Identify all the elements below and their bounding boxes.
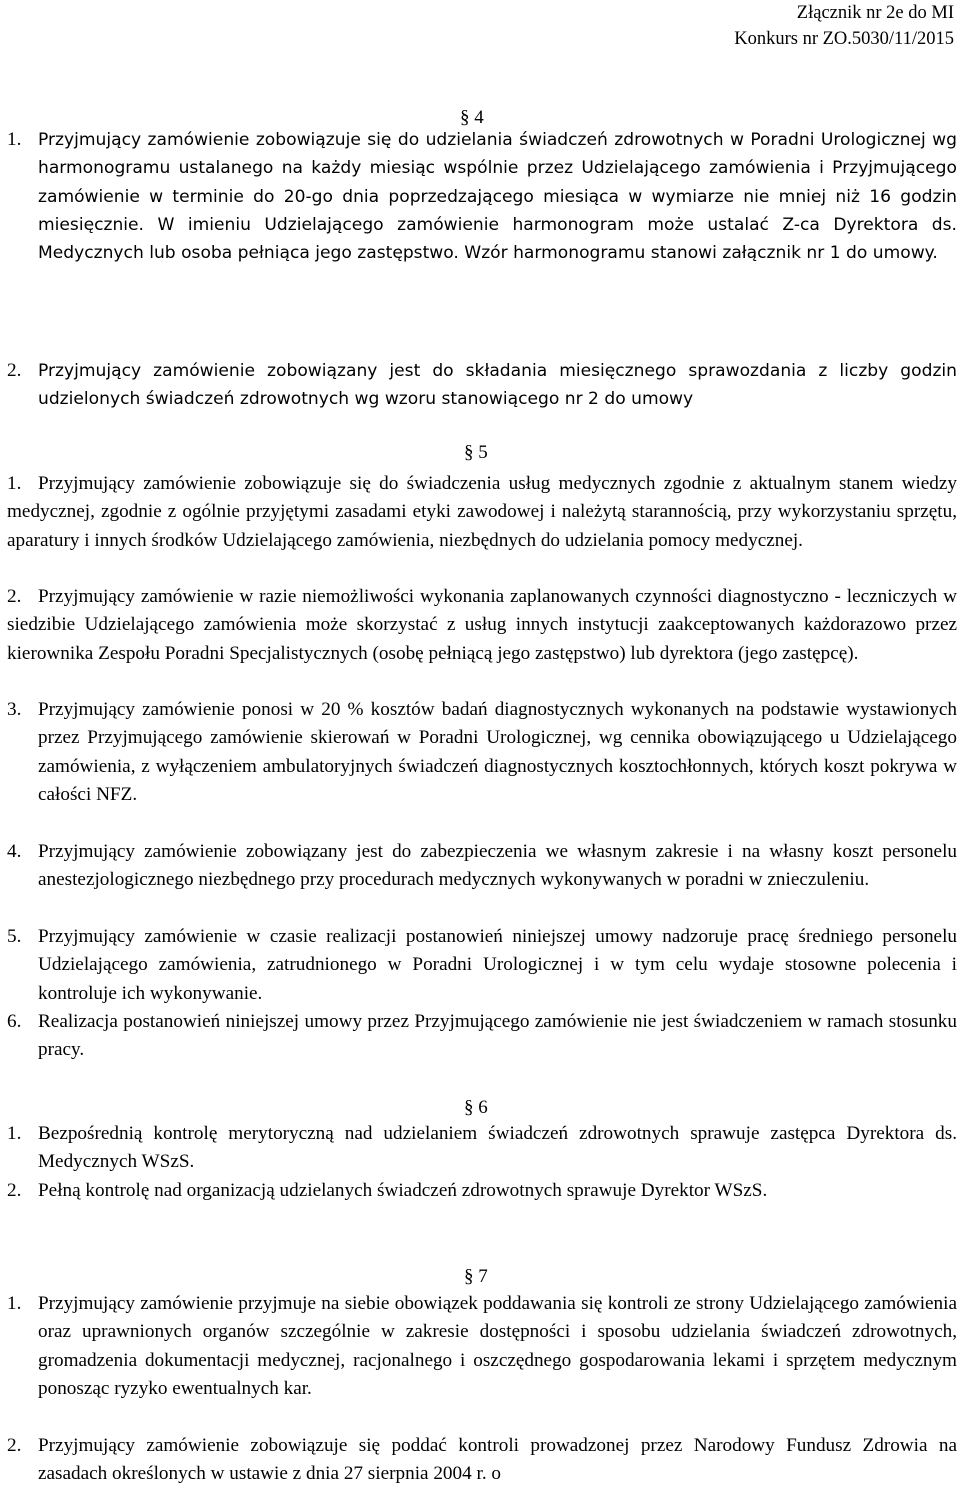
item-number: 1. — [7, 473, 22, 494]
section-heading-6 — [464, 1097, 488, 1119]
item-text: Bezpośrednią kontrolę merytoryczną nad udzielaniem świadczeń zdrowotnych sprawuje zastępca Dyrektora ds. Medycznych WSzS. — [38, 1123, 957, 1173]
section-6-item-1 — [7, 1120, 957, 1177]
section-6-item-2 — [7, 1177, 957, 1205]
section-7-item-1 — [7, 1290, 957, 1403]
item-text: Przyjmujący zamówienie zobowiązuje się poddać kontroli prowadzonej przez Narodowy Fundusz Zdrowia na zasadach określonych w ustawie z dnia 27 sierpnia 2004 r. o — [38, 1435, 957, 1485]
item-number: 6. — [7, 1011, 22, 1032]
item-number: 2. — [7, 1435, 22, 1456]
item-text: Pełną kontrolę nad organizacją udzielanych świadczeń zdrowotnych sprawuje Dyrektor WSzS. — [38, 1180, 768, 1201]
section-heading-5 — [464, 442, 488, 464]
item-text: Przyjmujący zamówienie ponosi w 20 % kosztów badań diagnostycznych wykonanych na podstawie wystawionych przez Przyjmującego zamówienie skierowań w Poradni Urologicznej, wg cennika obowiązującego u Udzielającego zamówienia, z wyłączeniem ambulatoryjnych świadczeń diagnostycznych kosztochłonnych, których koszt pokrywa w całości NFZ. — [38, 699, 957, 805]
section-4-item-1 — [7, 126, 957, 267]
section-5-item-5 — [7, 923, 957, 1008]
item-text: Przyjmujący zamówienie przyjmuje na siebie obowiązek poddawania się kontroli ze strony Udzielającego zamówienia oraz uprawnionych organów szczególnie w zakresie dostępności i sposobu udzielania świadczeń zdrowotnych, gromadzenia dokumentacji medycznej, racjonalnego i oszczędnego gospodarowania lekami i sprzętem medycznym ponosząc ryzyko ewentualnych kar. — [38, 1293, 957, 1399]
section-symbol: § — [464, 442, 474, 463]
section-5-item-6 — [7, 1008, 957, 1065]
section-heading-7 — [464, 1266, 488, 1288]
item-number: 1. — [7, 1123, 22, 1144]
section-number: 4 — [474, 107, 484, 128]
item-number: 4. — [7, 841, 22, 862]
item-number: 1. — [7, 129, 22, 150]
item-number: 2. — [7, 1180, 22, 1201]
section-4-item-2 — [7, 357, 957, 414]
section-number: 6 — [478, 1097, 488, 1118]
section-symbol: § — [464, 1266, 474, 1287]
section-5-item-1 — [7, 470, 957, 555]
item-text: Przyjmujący zamówienie zobowiązany jest do zabezpieczenia we własnym zakresie i na własny koszt personelu anestezjologicznego niezbędnego przy procedurach medycznych wykonywanych w poradni w znieczuleniu. — [38, 841, 957, 891]
section-5-item-3 — [7, 696, 957, 809]
item-text: Przyjmujący zamówienie w czasie realizacji postanowień niniejszej umowy nadzoruje pracę średniego personelu Udzielającego zamówienia, zatrudnionego w Poradni Urologicznej i w tym celu wydaje stosowne polecenia i kontroluje ich wykonywanie. — [38, 926, 957, 1004]
attachment-header: Złącznik nr 2e do MI — [796, 3, 954, 23]
item-text: Przyjmujący zamówienie zobowiązany jest do składania miesięcznego sprawozdania z liczby godzin udzielonych świadczeń zdrowotnych wg wzoru stanowiącego nr 2 do umowy — [38, 361, 957, 410]
item-text: Przyjmujący zamówienie zobowiązuje się do świadczenia usług medycznych zgodnie z aktualnym stanem wiedzy medycznej, zgodnie z ogólnie przyjętymi zasadami etyki zawodowej i należytą starannością, przy wykorzystaniu sprzętu, aparatury i innych środków Udzielającego zamówienia, niezbędnych do udzielania pomocy medycznej. — [7, 473, 957, 551]
item-number: 5. — [7, 926, 22, 947]
item-number: 1. — [7, 1293, 22, 1314]
section-5-item-4 — [7, 838, 957, 895]
section-symbol: § — [460, 107, 470, 128]
section-symbol: § — [464, 1097, 474, 1118]
section-7-item-2 — [7, 1432, 957, 1489]
item-text: Przyjmujący zamówienie zobowiązuje się do udzielania świadczeń zdrowotnych w Poradni Urologicznej wg harmonogramu ustalanego na każdy miesiąc wspólnie przez Udzielającego zamówienia i Przyjmującego zamówienie w terminie do 20-go dnia poprzedzającego miesiąca w wymiarze nie mniej niż 16 godzin miesięcznie. W imieniu Udzielającego zamówienie harmonogram może ustalać Z-ca Dyrektora ds. Medycznych lub osoba pełniąca jego zastępstwo. Wzór harmonogramu stanowi załącznik nr 1 do umowy. — [38, 130, 957, 264]
item-number: 2. — [7, 360, 22, 381]
item-number: 2. — [7, 586, 22, 607]
section-number: 7 — [478, 1266, 488, 1287]
competition-number: Konkurs nr ZO.5030/11/2015 — [734, 29, 954, 49]
item-number: 3. — [7, 699, 22, 720]
item-text: Przyjmujący zamówienie w razie niemożliwości wykonania zaplanowanych czynności diagnostyczno - leczniczych w siedzibie Udzielającego zamówienia może skorzystać z usług innych instytucji zaakceptowanych każdorazowo przez kierownika Zespołu Poradni Specjalistycznych (osobę pełniącą jego zastępstwo) lub dyrektora (jego zastępcę). — [7, 586, 957, 664]
section-number: 5 — [478, 442, 488, 463]
item-text: Realizacja postanowień niniejszej umowy przez Przyjmującego zamówienie nie jest świadczeniem w ramach stosunku pracy. — [38, 1011, 957, 1061]
section-5-item-2 — [7, 583, 957, 668]
